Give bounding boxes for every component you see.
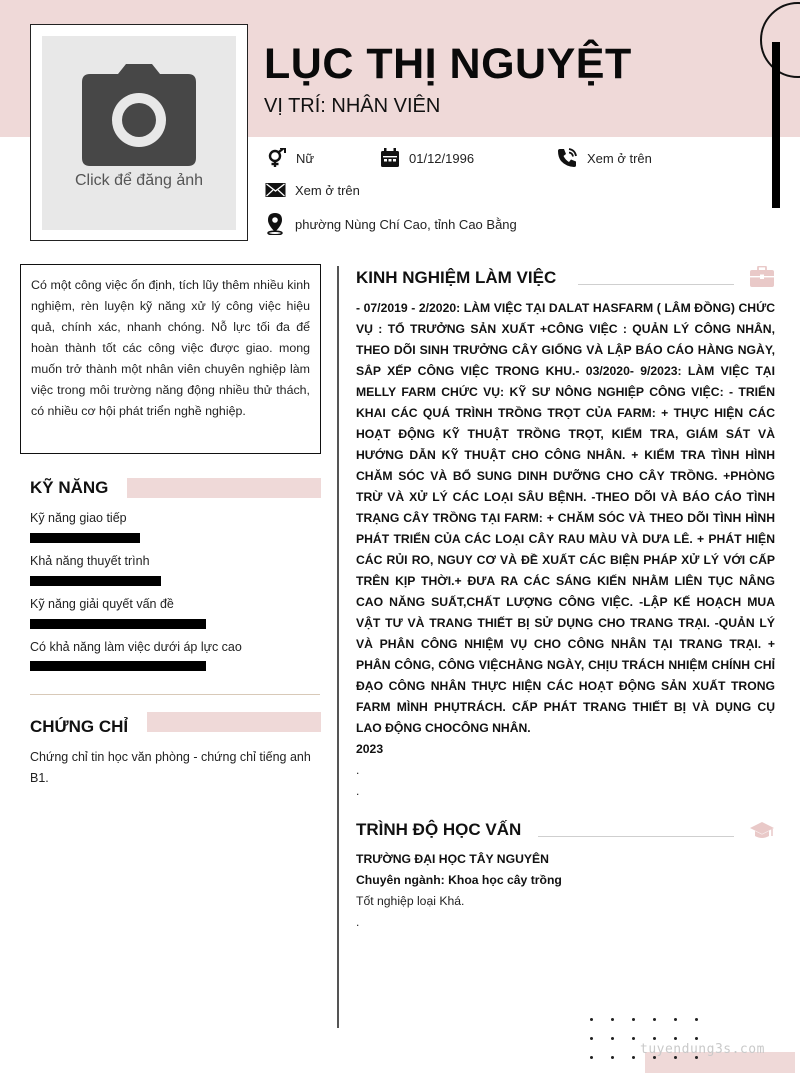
education-title: TRÌNH ĐỘ HỌC VẤN [356, 820, 522, 839]
skills-title-bar [127, 478, 321, 498]
section-divider [30, 694, 320, 695]
skill-label: Có khả năng làm việc dưới áp lực cao [30, 640, 242, 654]
gender-value: Nữ [296, 150, 315, 166]
birthday-row [380, 148, 474, 168]
experience-year: 2023 [356, 742, 384, 756]
experience-dot: . [356, 784, 360, 798]
gender-icon [265, 148, 287, 168]
education-school: TRƯỜNG ĐẠI HỌC TÂY NGUYÊN [356, 852, 549, 866]
birthday-value: 01/12/1996 [409, 150, 475, 166]
location-pin-icon [266, 213, 286, 235]
calendar-icon [380, 148, 400, 168]
education-dot: . [356, 915, 360, 929]
experience-title: KINH NGHIỆM LÀM VIỆC [356, 268, 557, 287]
email-icon [265, 181, 286, 199]
skill-bar-track [30, 576, 210, 586]
career-objective: Có một công việc ổn định, tích lũy thêm nhiều kinh nghiệm, rèn luyện kỹ năng xử lý công việc hiệu quả, chính xác, nhanh chóng. Nỗ lực tối đa để hoàn thành tốt các công việc được giao. mong muốn trở thành một nhân viên chuyên nghiệp làm việc trong môi trường năng động nhiều thử thách, có nhiều cơ hội phát triển nghề nghiệp. [20, 264, 321, 454]
skill-bar-track [30, 533, 210, 543]
photo-caption: Click để đăng ảnh [74, 172, 204, 189]
gender-row [265, 148, 314, 168]
certificates-text: Chứng chỉ tin học văn phòng - chứng chỉ tiếng anh B1. [30, 750, 311, 785]
phone-icon [557, 148, 578, 168]
graduation-cap-icon [749, 821, 775, 841]
certificates-title: CHỨNG CHỈ [30, 717, 129, 736]
skill-level-bar [30, 576, 161, 586]
phone-value: Xem ở trên [587, 150, 652, 166]
skill-label: Khả năng thuyết trình [30, 554, 150, 568]
experience-dot: . [356, 763, 360, 777]
skills-title: KỸ NĂNG [30, 478, 109, 497]
job-position: VỊ TRÍ: NHÂN VIÊN [264, 95, 441, 117]
photo-upload[interactable] [42, 36, 236, 230]
skill-label: Kỹ năng giao tiếp [30, 511, 127, 525]
camera-icon [80, 64, 198, 166]
education-title-line [538, 836, 734, 837]
experience-title-line [578, 284, 734, 285]
skill-level-bar [30, 661, 206, 671]
experience-description: - 07/2019 - 2/2020: LÀM VIỆC TẠI DALAT HASFARM ( LÂM ĐỒNG) CHỨC VỤ : TỔ TRƯỞNG SẢN XUẤT +CÔNG VIỆC : QUẢN LÝ CÔNG NHÂN, THEO DÕI SINH TRƯỞNG CÂY GIỐNG VÀ LẬP BÁO CÁO HÀNG NGÀY, SẮP XẾP CÔNG VIỆC TRONG KHU.- 03/2020- 9/2023: LÀM VIỆC TẠI MELLY FARM CHỨC VỤ: KỸ SƯ NÔNG NGHIỆP CÔNG VIỆC: - TRIỂN KHAI CÁC QUÁ TRÌNH TRỒNG TRỌT CỦA FARM: + THỰC HIỆN CÁC HOẠT ĐỘNG KỸ THUẬT TRỒNG TRỌT, KIỂM TRA, GIÁM SÁT VÀ HƯỚNG DẪN KỸ THUẬT CHO CÔNG NHÂN. + KIỂM TRA TÌNH HÌNH CHĂM SÓC VÀ BỔ SUNG DINH DƯỠNG CHO CÂY TRỒNG. +PHÒNG TRỪ VÀ XỬ LÝ CÁC LOẠI SÂU BỆNH. -THEO DÕI VÀ BÁO CÁO TÌNH TRẠNG CÂY TRỒNG TẠI FARM: + CHĂM SÓC VÀ THEO DÕI TÌNH HÌNH PHÁT TRIỂN CỦA CÁC LOẠI CÂY RAU MÀU VÀ DƯA LÊ. + PHÁT HIỆN CÁC RỦI RO, NGUY CƠ VÀ ĐỀ XUẤT CÁC BIỆN PHÁP XỬ LÝ VỚI CẤP TRÊN KỊP THỜI.+ ĐƯA RA CÁC SÁNG KIẾN NHẰM LIÊN TỤC NÂNG CAO NĂNG SUẤT,CHẤT LƯỢNG CÔNG VIỆC. -LẬP KẾ HOẠCH MUA VẬT TƯ VÀ TRANG THIẾT BỊ SỬ DỤNG CHO TRANG TRẠI. -QUẢN LÝ VÀ PHÂN CÔNG NHIỆM VỤ CHO CÔNG NHÂN TẠI TRANG TRẠI. + PHÂN CÔNG, CÔNG VIỆCHẰNG NGÀY, CHỊU TRÁCH NHIỆM CHÍNH CHỈ ĐẠO CÔNG NHÂN THỰC HIỆN CÁC HOẠT ĐỘNG SẢN XUẤT TRONG FARM MÌNH PHỤTRÁCH. CẤP PHÁT TRANG THIẾT BỊ VÀ DỤNG CỤ LAO ĐỘNG CHOCÔNG NHÂN. [356, 301, 775, 735]
phone-row [557, 148, 652, 168]
address-value: phường Nùng Chí Cao, tỉnh Cao Bằng [295, 216, 517, 232]
certificates-title-bar [147, 712, 321, 732]
email-value: Xem ở trên [295, 182, 360, 198]
decorative-vertical-bar [772, 42, 780, 208]
skill-bar-track [30, 661, 210, 671]
column-divider [337, 266, 339, 1028]
briefcase-icon [749, 266, 775, 288]
full-name: LỤC THỊ NGUYỆT [264, 40, 632, 88]
skill-level-bar [30, 533, 140, 543]
education-grade: Tốt nghiệp loại Khá. [356, 894, 465, 908]
address-row [266, 213, 517, 235]
skill-label: Kỹ năng giải quyết vấn đề [30, 597, 174, 611]
skill-bar-track [30, 619, 210, 629]
email-row [265, 181, 360, 199]
education-major: Chuyên ngành: Khoa học cây trồng [356, 873, 562, 887]
watermark: tuyendung3s.com [640, 1042, 765, 1057]
skill-level-bar [30, 619, 206, 629]
